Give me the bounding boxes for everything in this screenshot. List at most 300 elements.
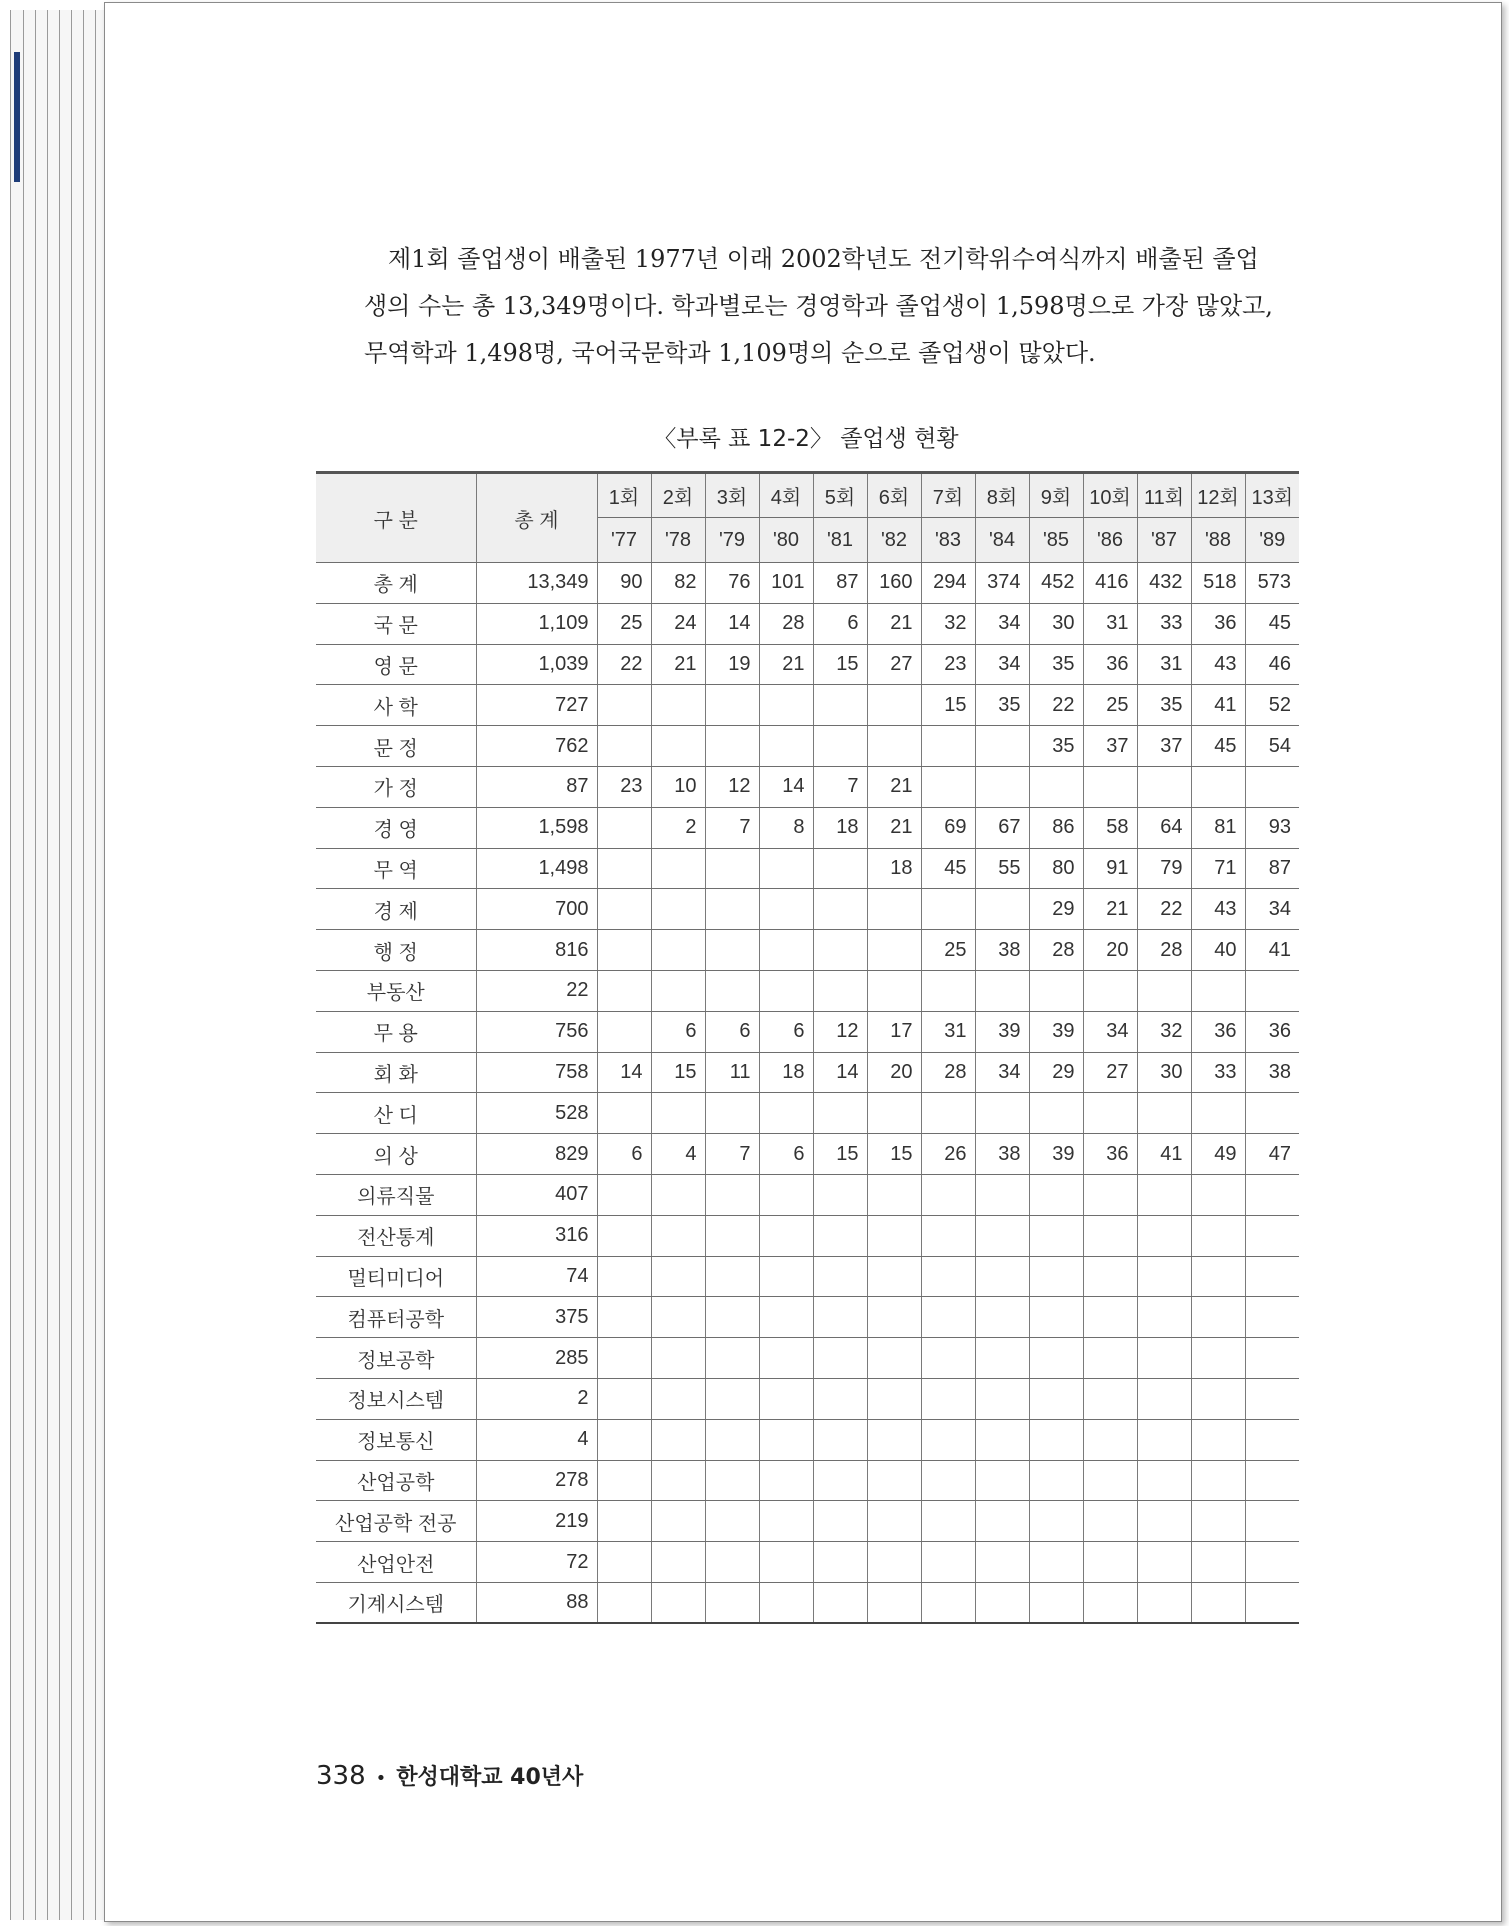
table-cell (597, 970, 651, 1011)
table-cell (705, 889, 759, 930)
row-label: 가 정 (316, 766, 476, 807)
table-cell (651, 1542, 705, 1583)
table-cell (705, 970, 759, 1011)
table-cell: 47 (1245, 1134, 1299, 1175)
table-cell (813, 970, 867, 1011)
table-cell (1083, 1501, 1137, 1542)
row-total: 4 (476, 1419, 597, 1460)
header-round: 2회 (651, 473, 705, 518)
table-cell: 35 (1029, 726, 1083, 767)
table-row (316, 1215, 1299, 1256)
table-cell: 45 (1245, 603, 1299, 644)
table-cell (759, 726, 813, 767)
table-cell (759, 1582, 813, 1623)
table-cell (705, 1297, 759, 1338)
header-round: 9회 (1029, 473, 1083, 518)
row-label: 산업공학 (316, 1460, 476, 1501)
row-total: 278 (476, 1460, 597, 1501)
table-cell: 14 (597, 1052, 651, 1093)
table-cell: 36 (1191, 603, 1245, 644)
table-cell (1137, 1215, 1191, 1256)
row-label: 정보공학 (316, 1338, 476, 1379)
table-cell (759, 1542, 813, 1583)
table-cell (1191, 1501, 1245, 1542)
table-cell (1083, 1338, 1137, 1379)
table-cell (1029, 970, 1083, 1011)
row-total: 1,598 (476, 807, 597, 848)
row-label: 사 학 (316, 685, 476, 726)
table-cell (759, 1460, 813, 1501)
table-cell: 33 (1191, 1052, 1245, 1093)
header-year: '80 (759, 518, 813, 563)
table-cell: 15 (813, 644, 867, 685)
table-cell (597, 685, 651, 726)
table-cell (705, 1338, 759, 1379)
table-cell (1029, 1338, 1083, 1379)
table-cell (705, 1378, 759, 1419)
table-cell (1137, 1582, 1191, 1623)
table-cell: 87 (813, 563, 867, 604)
table-cell (597, 1338, 651, 1379)
table-cell: 67 (975, 807, 1029, 848)
table-cell: 93 (1245, 807, 1299, 848)
table-cell: 33 (1137, 603, 1191, 644)
table-cell (759, 1419, 813, 1460)
table-cell: 28 (1029, 930, 1083, 971)
table-cell (651, 1501, 705, 1542)
table-caption: 〈부록 표 12-2〉 졸업생 현황 (653, 426, 959, 452)
table-cell (597, 1378, 651, 1419)
table-cell: 25 (1083, 685, 1137, 726)
table-cell (1029, 1256, 1083, 1297)
table-cell: 31 (921, 1011, 975, 1052)
table-cell: 30 (1137, 1052, 1191, 1093)
table-cell (1029, 1174, 1083, 1215)
table-cell: 39 (975, 1011, 1029, 1052)
table-cell (1083, 1297, 1137, 1338)
table-cell: 38 (1245, 1052, 1299, 1093)
table-cell (813, 1378, 867, 1419)
header-total: 총 계 (476, 473, 597, 563)
table-cell (759, 1378, 813, 1419)
table-cell: 160 (867, 563, 921, 604)
table-row (316, 1174, 1299, 1215)
table-cell: 18 (813, 807, 867, 848)
table-cell (975, 766, 1029, 807)
table-cell (1137, 1542, 1191, 1583)
graduates-table (316, 471, 1299, 1624)
table-row (316, 1460, 1299, 1501)
table-cell (1191, 1093, 1245, 1134)
table-cell: 49 (1191, 1134, 1245, 1175)
header-round: 8회 (975, 473, 1029, 518)
row-total: 407 (476, 1174, 597, 1215)
table-cell: 26 (921, 1134, 975, 1175)
row-total: 528 (476, 1093, 597, 1134)
table-cell (867, 1256, 921, 1297)
table-cell: 34 (1245, 889, 1299, 930)
table-cell: 6 (651, 1011, 705, 1052)
table-cell (1191, 1256, 1245, 1297)
page-number: 338 (316, 1761, 366, 1791)
table-cell: 4 (651, 1134, 705, 1175)
row-label: 산업안전 (316, 1542, 476, 1583)
table-cell: 416 (1083, 563, 1137, 604)
table-cell: 22 (1137, 889, 1191, 930)
table-cell: 38 (975, 930, 1029, 971)
table-cell (1191, 1419, 1245, 1460)
table-cell: 18 (759, 1052, 813, 1093)
table-cell (705, 930, 759, 971)
table-cell (597, 1460, 651, 1501)
table-cell (1029, 766, 1083, 807)
row-label: 기계시스템 (316, 1582, 476, 1623)
table-row (316, 1338, 1299, 1379)
table-cell (1083, 1215, 1137, 1256)
row-total: 285 (476, 1338, 597, 1379)
table-row (316, 685, 1299, 726)
table-cell (975, 1378, 1029, 1419)
row-total: 22 (476, 970, 597, 1011)
intro-paragraph (364, 236, 1299, 377)
row-total: 375 (476, 1297, 597, 1338)
table-cell (597, 807, 651, 848)
table-cell: 34 (975, 603, 1029, 644)
table-cell (651, 1460, 705, 1501)
table-cell: 23 (921, 644, 975, 685)
table-cell (597, 1174, 651, 1215)
row-label: 부동산 (316, 970, 476, 1011)
header-round: 11회 (1137, 473, 1191, 518)
table-cell (921, 1215, 975, 1256)
table-cell (759, 1093, 813, 1134)
row-total: 1,039 (476, 644, 597, 685)
paragraph-line: 무역학과 1,498명, 국어국문학과 1,109명의 순으로 졸업생이 많았다. (364, 339, 1096, 367)
table-cell: 52 (1245, 685, 1299, 726)
table-cell (597, 1297, 651, 1338)
row-label: 경 제 (316, 889, 476, 930)
table-cell: 40 (1191, 930, 1245, 971)
table-cell (1245, 766, 1299, 807)
header-year: '82 (867, 518, 921, 563)
table-cell: 11 (705, 1052, 759, 1093)
table-cell (813, 1297, 867, 1338)
bullet: • (375, 1768, 387, 1789)
table-cell (813, 1582, 867, 1623)
table-cell (1245, 1542, 1299, 1583)
table-cell (813, 1093, 867, 1134)
row-total: 727 (476, 685, 597, 726)
header-year: '83 (921, 518, 975, 563)
table-cell: 71 (1191, 848, 1245, 889)
table-cell (651, 1419, 705, 1460)
table-cell (597, 726, 651, 767)
table-cell (867, 970, 921, 1011)
table-row (316, 889, 1299, 930)
table-cell (867, 930, 921, 971)
table-row (316, 1011, 1299, 1052)
table-cell (921, 1093, 975, 1134)
table-cell (867, 726, 921, 767)
table-cell: 25 (597, 603, 651, 644)
table-cell: 41 (1191, 685, 1245, 726)
table-cell: 35 (1029, 644, 1083, 685)
table-cell (1137, 1297, 1191, 1338)
table-cell (1029, 1542, 1083, 1583)
table-cell (1245, 970, 1299, 1011)
table-cell: 54 (1245, 726, 1299, 767)
table-cell (813, 889, 867, 930)
table-cell (975, 726, 1029, 767)
row-total: 88 (476, 1582, 597, 1623)
table-cell (1083, 1174, 1137, 1215)
table-cell (921, 1338, 975, 1379)
table-cell (1191, 1378, 1245, 1419)
table-cell: 28 (1137, 930, 1191, 971)
table-cell (1245, 1093, 1299, 1134)
table-cell: 7 (705, 807, 759, 848)
table-cell: 25 (921, 930, 975, 971)
header-round: 1회 (597, 473, 651, 518)
table-cell (1083, 1378, 1137, 1419)
table-cell: 2 (651, 807, 705, 848)
table-cell (813, 1542, 867, 1583)
table-cell (1245, 1582, 1299, 1623)
table-row (316, 1256, 1299, 1297)
paragraph-line: 제1회 졸업생이 배출된 1977년 이래 2002학년도 전기학위수여식까지 배출된 졸업 (388, 245, 1259, 273)
row-total: 700 (476, 889, 597, 930)
table-cell: 15 (921, 685, 975, 726)
table-cell (1245, 1338, 1299, 1379)
table-row (316, 970, 1299, 1011)
table-cell: 29 (1029, 889, 1083, 930)
table-cell (1191, 1582, 1245, 1623)
table-cell (975, 970, 1029, 1011)
table-cell (975, 1256, 1029, 1297)
row-label: 무 역 (316, 848, 476, 889)
table-cell (597, 1093, 651, 1134)
table-cell: 76 (705, 563, 759, 604)
table-cell (1029, 1419, 1083, 1460)
table-cell (651, 1297, 705, 1338)
header-year: '87 (1137, 518, 1191, 563)
row-label: 국 문 (316, 603, 476, 644)
table-row (316, 1052, 1299, 1093)
table-cell (1029, 1460, 1083, 1501)
row-total: 13,349 (476, 563, 597, 604)
row-label: 산업공학 전공 (316, 1501, 476, 1542)
table-cell: 34 (975, 644, 1029, 685)
table-cell (921, 1419, 975, 1460)
table-row (316, 766, 1299, 807)
table-cell (975, 1215, 1029, 1256)
table-cell (1245, 1378, 1299, 1419)
table-cell: 79 (1137, 848, 1191, 889)
header-year: '86 (1083, 518, 1137, 563)
row-label: 무 용 (316, 1011, 476, 1052)
table-cell (921, 1460, 975, 1501)
table-cell (1245, 1419, 1299, 1460)
table-cell (1245, 1215, 1299, 1256)
table-cell (921, 1256, 975, 1297)
table-cell (1137, 766, 1191, 807)
table-cell (1029, 1501, 1083, 1542)
table-row (316, 644, 1299, 685)
table-cell: 28 (921, 1052, 975, 1093)
table-row (316, 1542, 1299, 1583)
table-cell (1137, 1378, 1191, 1419)
table-cell (867, 685, 921, 726)
table-cell (975, 1542, 1029, 1583)
table-cell (597, 889, 651, 930)
table-cell: 18 (867, 848, 921, 889)
table-cell: 30 (1029, 603, 1083, 644)
table-cell: 69 (921, 807, 975, 848)
table-cell (759, 1338, 813, 1379)
table-cell: 43 (1191, 889, 1245, 930)
table-cell: 15 (651, 1052, 705, 1093)
table-cell (597, 1501, 651, 1542)
table-cell (651, 970, 705, 1011)
table-cell: 14 (759, 766, 813, 807)
table-cell (651, 1582, 705, 1623)
table-cell: 28 (759, 603, 813, 644)
table-cell (921, 1174, 975, 1215)
table-cell (813, 1460, 867, 1501)
table-cell: 31 (1083, 603, 1137, 644)
table-cell (813, 1419, 867, 1460)
table-cell (921, 1582, 975, 1623)
table-cell (867, 889, 921, 930)
table-cell: 12 (813, 1011, 867, 1052)
table-cell: 36 (1083, 644, 1137, 685)
table-cell: 20 (867, 1052, 921, 1093)
table-cell: 36 (1191, 1011, 1245, 1052)
book-title: 한성대학교 40년사 (396, 1765, 584, 1790)
table-row (316, 563, 1299, 604)
row-label: 산 디 (316, 1093, 476, 1134)
header-round: 10회 (1083, 473, 1137, 518)
row-total: 316 (476, 1215, 597, 1256)
table-cell (975, 1582, 1029, 1623)
table-cell (1191, 1297, 1245, 1338)
table-cell: 45 (921, 848, 975, 889)
table-cell (921, 1542, 975, 1583)
table-cell (867, 1378, 921, 1419)
table-row (316, 1134, 1299, 1175)
header-year: '85 (1029, 518, 1083, 563)
header-year: '78 (651, 518, 705, 563)
table-cell (1137, 1419, 1191, 1460)
table-cell (813, 726, 867, 767)
table-cell: 38 (975, 1134, 1029, 1175)
row-total: 1,498 (476, 848, 597, 889)
table-cell (1245, 1297, 1299, 1338)
table-cell (1137, 1501, 1191, 1542)
table-cell: 41 (1137, 1134, 1191, 1175)
table-cell (705, 1542, 759, 1583)
table-cell (1191, 1174, 1245, 1215)
table-cell (651, 1093, 705, 1134)
table-cell (975, 1338, 1029, 1379)
table-cell (813, 1338, 867, 1379)
header-round: 4회 (759, 473, 813, 518)
table-cell (921, 726, 975, 767)
table-cell (867, 1338, 921, 1379)
table-cell: 15 (867, 1134, 921, 1175)
table-cell: 27 (867, 644, 921, 685)
table-cell (1191, 1338, 1245, 1379)
table-cell (651, 889, 705, 930)
table-cell: 10 (651, 766, 705, 807)
row-label: 경 영 (316, 807, 476, 848)
page-footer (316, 1760, 583, 1791)
row-label: 컴퓨터공학 (316, 1297, 476, 1338)
row-label: 전산통계 (316, 1215, 476, 1256)
table-cell (867, 1297, 921, 1338)
table-cell (1191, 970, 1245, 1011)
table-row (316, 1093, 1299, 1134)
table-cell (597, 1419, 651, 1460)
table-cell: 6 (597, 1134, 651, 1175)
table-cell (1083, 1460, 1137, 1501)
table-cell: 21 (651, 644, 705, 685)
table-cell (705, 848, 759, 889)
table-cell: 12 (705, 766, 759, 807)
row-total: 219 (476, 1501, 597, 1542)
table-cell (597, 1011, 651, 1052)
table-cell (867, 1093, 921, 1134)
table-cell: 23 (597, 766, 651, 807)
table-cell: 101 (759, 563, 813, 604)
table-cell (1137, 1093, 1191, 1134)
table-cell: 8 (759, 807, 813, 848)
table-cell: 7 (705, 1134, 759, 1175)
table-cell (921, 970, 975, 1011)
table-cell (813, 685, 867, 726)
header-round: 7회 (921, 473, 975, 518)
row-label: 의 상 (316, 1134, 476, 1175)
row-total: 2 (476, 1378, 597, 1419)
table-cell: 81 (1191, 807, 1245, 848)
table-cell (1137, 1174, 1191, 1215)
table-cell (705, 1093, 759, 1134)
table-cell (813, 1256, 867, 1297)
header-year: '79 (705, 518, 759, 563)
page-stack-edge (10, 10, 106, 1920)
row-label: 총 계 (316, 563, 476, 604)
table-row (316, 603, 1299, 644)
table-cell (651, 726, 705, 767)
header-round: 6회 (867, 473, 921, 518)
table-cell: 37 (1083, 726, 1137, 767)
table-cell: 58 (1083, 807, 1137, 848)
table-cell (1245, 1501, 1299, 1542)
table-cell (1191, 766, 1245, 807)
table-cell: 6 (813, 603, 867, 644)
table-cell: 80 (1029, 848, 1083, 889)
header-year: '84 (975, 518, 1029, 563)
table-cell: 6 (705, 1011, 759, 1052)
table-cell (813, 1501, 867, 1542)
table-row (316, 1419, 1299, 1460)
table-cell: 29 (1029, 1052, 1083, 1093)
table-cell: 374 (975, 563, 1029, 604)
table-cell: 20 (1083, 930, 1137, 971)
table-cell (1245, 1174, 1299, 1215)
table-cell (651, 1338, 705, 1379)
table-row (316, 807, 1299, 848)
